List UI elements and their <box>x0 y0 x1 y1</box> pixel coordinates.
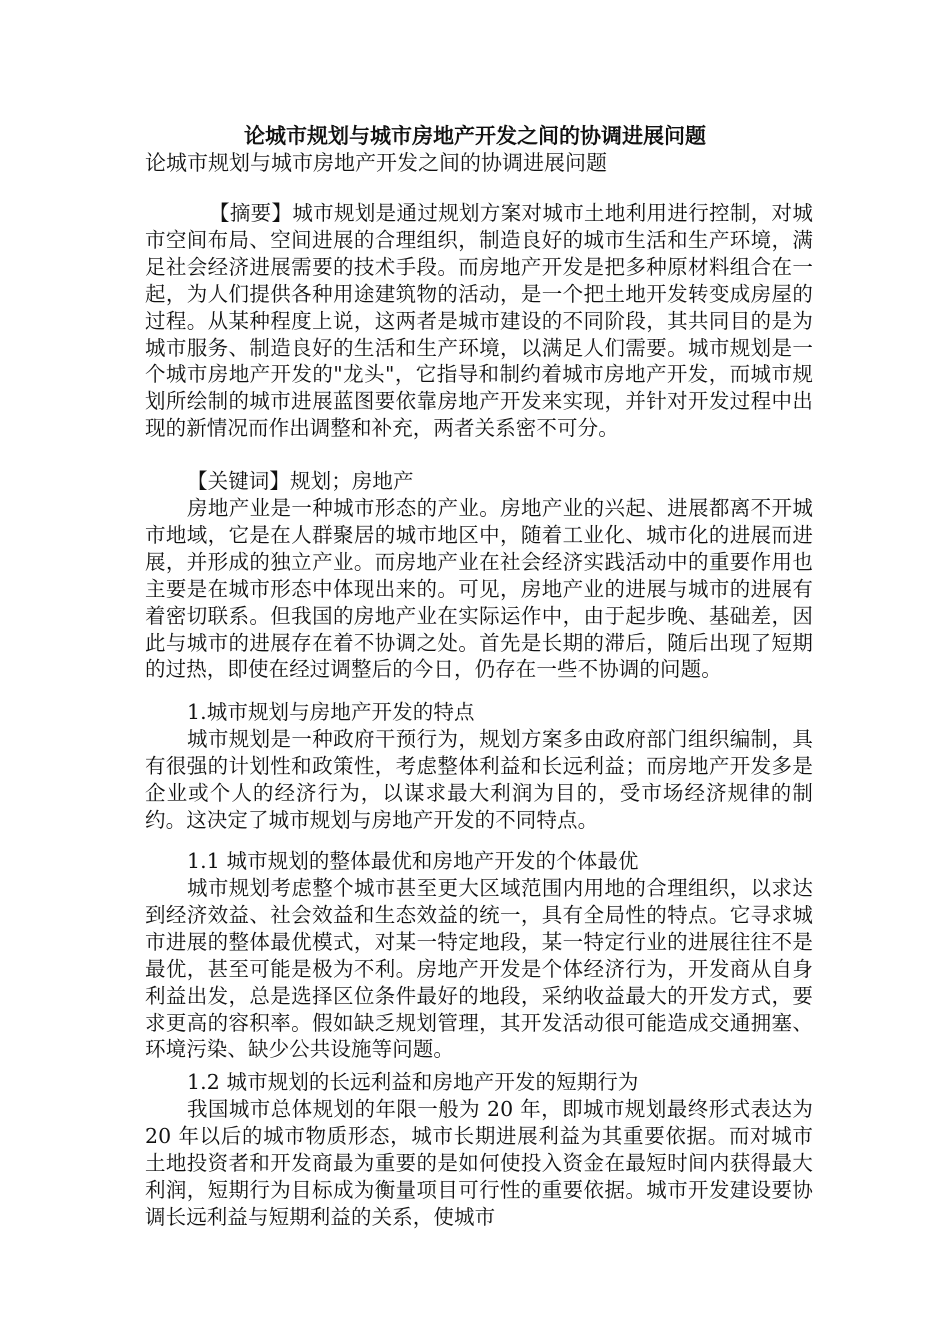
section-1-2-paragraph: 我国城市总体规划的年限一般为 20 年，即城市规划最终形式表达为 20 年以后的城市物质形态，城市长期进展利益为其重要依据。而对城市土地投资者和开发商最为重要的是如何使投入资金在最短时间内获得最大利润，短期行为目标成为衡量项目可行性的重要依据。城市开发建设要协调长远利益与短期利益的关系，使城市 <box>145 1097 813 1229</box>
document-title: 论城市规划与城市房地产开发之间的协调进展问题 <box>244 123 706 148</box>
section-1-paragraph: 城市规划是一种政府干预行为，规划方案多由政府部门组织编制，具有很强的计划性和政策性，考虑整体利益和长远利益；而房地产开发多是企业或个人的经济行为，以谋求最大利润为目的，受市场经济规律的制约。这决定了城市规划与房地产开发的不同特点。 <box>145 727 813 832</box>
section-1-1-heading: 1.1 城市规划的整体最优和房地产开发的个体最优 <box>187 849 639 873</box>
document-subtitle: 论城市规划与城市房地产开发之间的协调进展问题 <box>145 151 607 175</box>
section-1-1-paragraph: 城市规划考虑整个城市甚至更大区域范围内用地的合理组织，以求达到经济效益、社会效益和生态效益的统一，具有全局性的特点。它寻求城市进展的整体最优模式，对某一特定地段，某一特定行业的进展往往不是最优，甚至可能是极为不利。房地产开发是个体经济行为，开发商从自身利益出发，总是选择区位条件最好的地段，采纳收益最大的开发方式，要求更高的容积率。假如缺乏规划管理，其开发活动很可能造成交通拥塞、环境污染、缺少公共设施等问题。 <box>145 876 813 1062</box>
keywords-line: 【关键词】规划；房地产 <box>187 469 414 493</box>
abstract-paragraph: 【摘要】城市规划是通过规划方案对城市土地利用进行控制，对城市空间布局、空间进展的合理组织，制造良好的城市生活和生产环境，满足社会经济进展需要的技术手段。而房地产开发是把多种原材料组合在一起，为人们提供各种用途建筑物的活动，是一个把土地开发转变成房屋的过程。从某种程度上说，这两者是城市建设的不同阶段，其共同目的是为城市服务、制造良好的生活和生产环境，以满足人们需要。城市规划是一个城市房地产开发的"龙头"，它指导和制约着城市房地产开发，而城市规划所绘制的城市进展蓝图要依靠房地产开发来实现，并针对开发过程中出现的新情况而作出调整和补充，两者关系密不可分。 <box>145 201 813 441</box>
section-1-2-heading: 1.2 城市规划的长远利益和房地产开发的短期行为 <box>187 1070 639 1094</box>
section-1-heading: 1.城市规划与房地产开发的特点 <box>187 700 475 724</box>
intro-paragraph: 房地产业是一种城市形态的产业。房地产业的兴起、进展都离不开城市地域，它是在人群聚居的城市地区中，随着工业化、城市化的进展而进展，并形成的独立产业。而房地产业在社会经济实践活动中的重要作用也主要是在城市形态中体现出来的。可见，房地产业的进展与城市的进展有着密切联系。但我国的房地产业在实际运作中，由于起步晚、基础差，因此与城市的进展存在着不协调之处。首先是长期的滞后，随后出现了短期的过热，即使在经过调整后的今日，仍存在一些不协调的问题。 <box>145 496 813 682</box>
